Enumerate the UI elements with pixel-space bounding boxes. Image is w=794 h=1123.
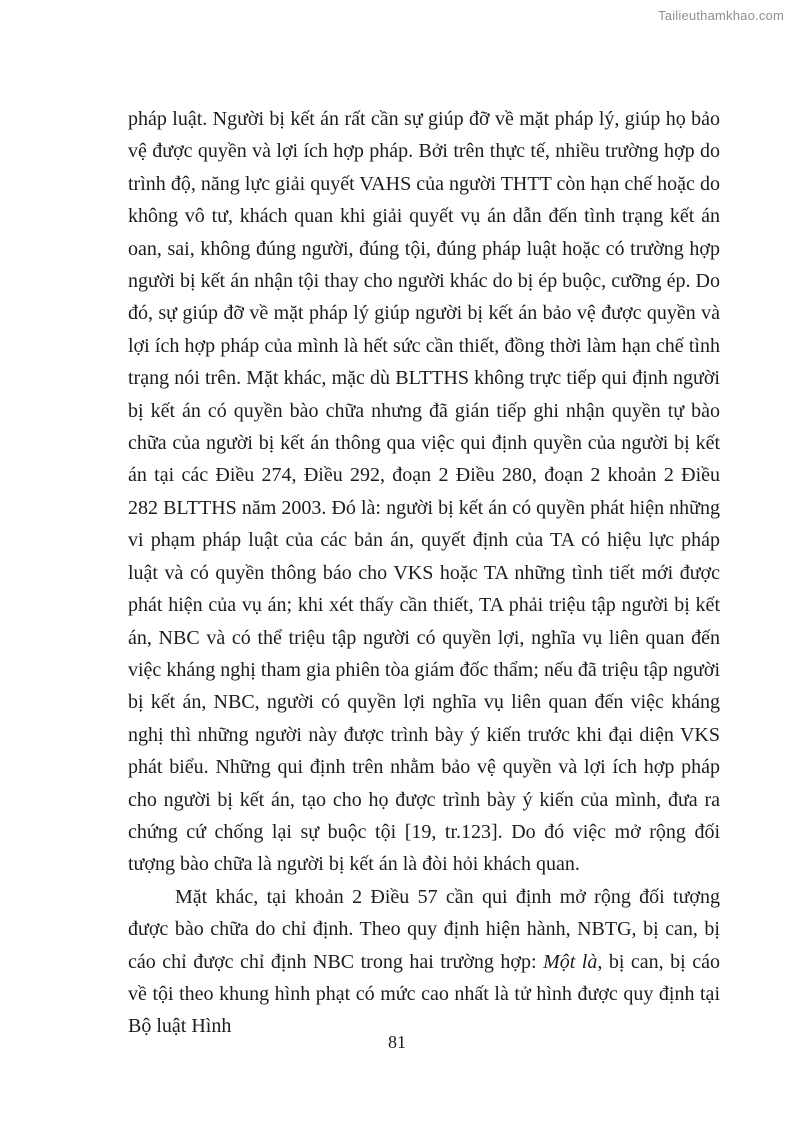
paragraph-text: , bị can, bị cáo về tội theo khung hình phạt có mức cao nhất là tử hình được quy định tại Bộ luật Hình [128,950,720,1038]
page-number: 81 [388,1032,406,1052]
paragraph-text: Một là [543,950,598,973]
paragraph [128,103,720,881]
paragraph [128,881,720,1043]
document-body [128,103,720,1043]
paragraph-text: Mặt khác, tại khoản 2 Điều 57 cần qui định mở rộng đối tượng được bào chữa do chỉ định. Theo quy định hiện hành, NBTG, bị can, bị cáo chỉ được chỉ định NBC trong hai trường hợp: [128,885,720,973]
paragraph-text: pháp luật. Người bị kết án rất cần sự giúp đỡ về mặt pháp lý, giúp họ bảo vệ được quyền và lợi ích hợp pháp. Bởi trên thực tế, nhiều trường hợp do trình độ, năng lực giải quyết VAHS của người THTT còn hạn chế hoặc do không vô tư, khách quan khi giải quyết vụ án dẫn đến tình trạng kết án oan, sai, không đúng người, đúng tội, đúng pháp luật hoặc có trường hợp người bị kết án nhận tội thay cho người khác do bị ép buộc, cưỡng ép. Do đó, sự giúp đỡ về mặt pháp lý giúp người bị kết án bảo vệ được quyền và lợi ích hợp pháp của mình là hết sức cần thiết, đồng thời làm hạn chế tình trạng nói trên. Mặt khác, mặc dù BLTTHS không trực tiếp qui định người bị kết án có quyền bào chữa nhưng đã gián tiếp ghi nhận quyền tự bào chữa của người bị kết án thông qua việc qui định quyền của người bị kết án tại các Điều 274, Điều 292, đoạn 2 Điều 280, đoạn 2 khoản 2 Điều 282 BLTTHS năm 2003. Đó là: người bị kết án có quyền phát hiện những vi phạm pháp luật của các bản án, quyết định của TA có hiệu lực pháp luật và có quyền thông báo cho VKS hoặc TA những tình tiết mới được phát hiện của vụ án; khi xét thấy cần thiết, TA phải triệu tập người bị kết án, NBC và có thể triệu tập người có quyền lợi, nghĩa vụ liên quan đến việc kháng nghị tham gia phiên tòa giám đốc thẩm; nếu đã triệu tập người bị kết án, NBC, người có quyền lợi nghĩa vụ liên quan đến việc kháng nghị thì những người này được trình bày ý kiến trước khi đại diện VKS phát biểu. Những qui định trên nhằm bảo vệ quyền và lợi ích hợp pháp cho người bị kết án, tạo cho họ được trình bày ý kiến của mình, đưa ra chứng cứ chống lại sự buộc tội [19, tr.123]. Do đó việc mở rộng đối tượng bào chữa là người bị kết án là đòi hỏi khách quan. [128,108,720,876]
watermark: Tailieuthamkhao.com [658,8,784,23]
